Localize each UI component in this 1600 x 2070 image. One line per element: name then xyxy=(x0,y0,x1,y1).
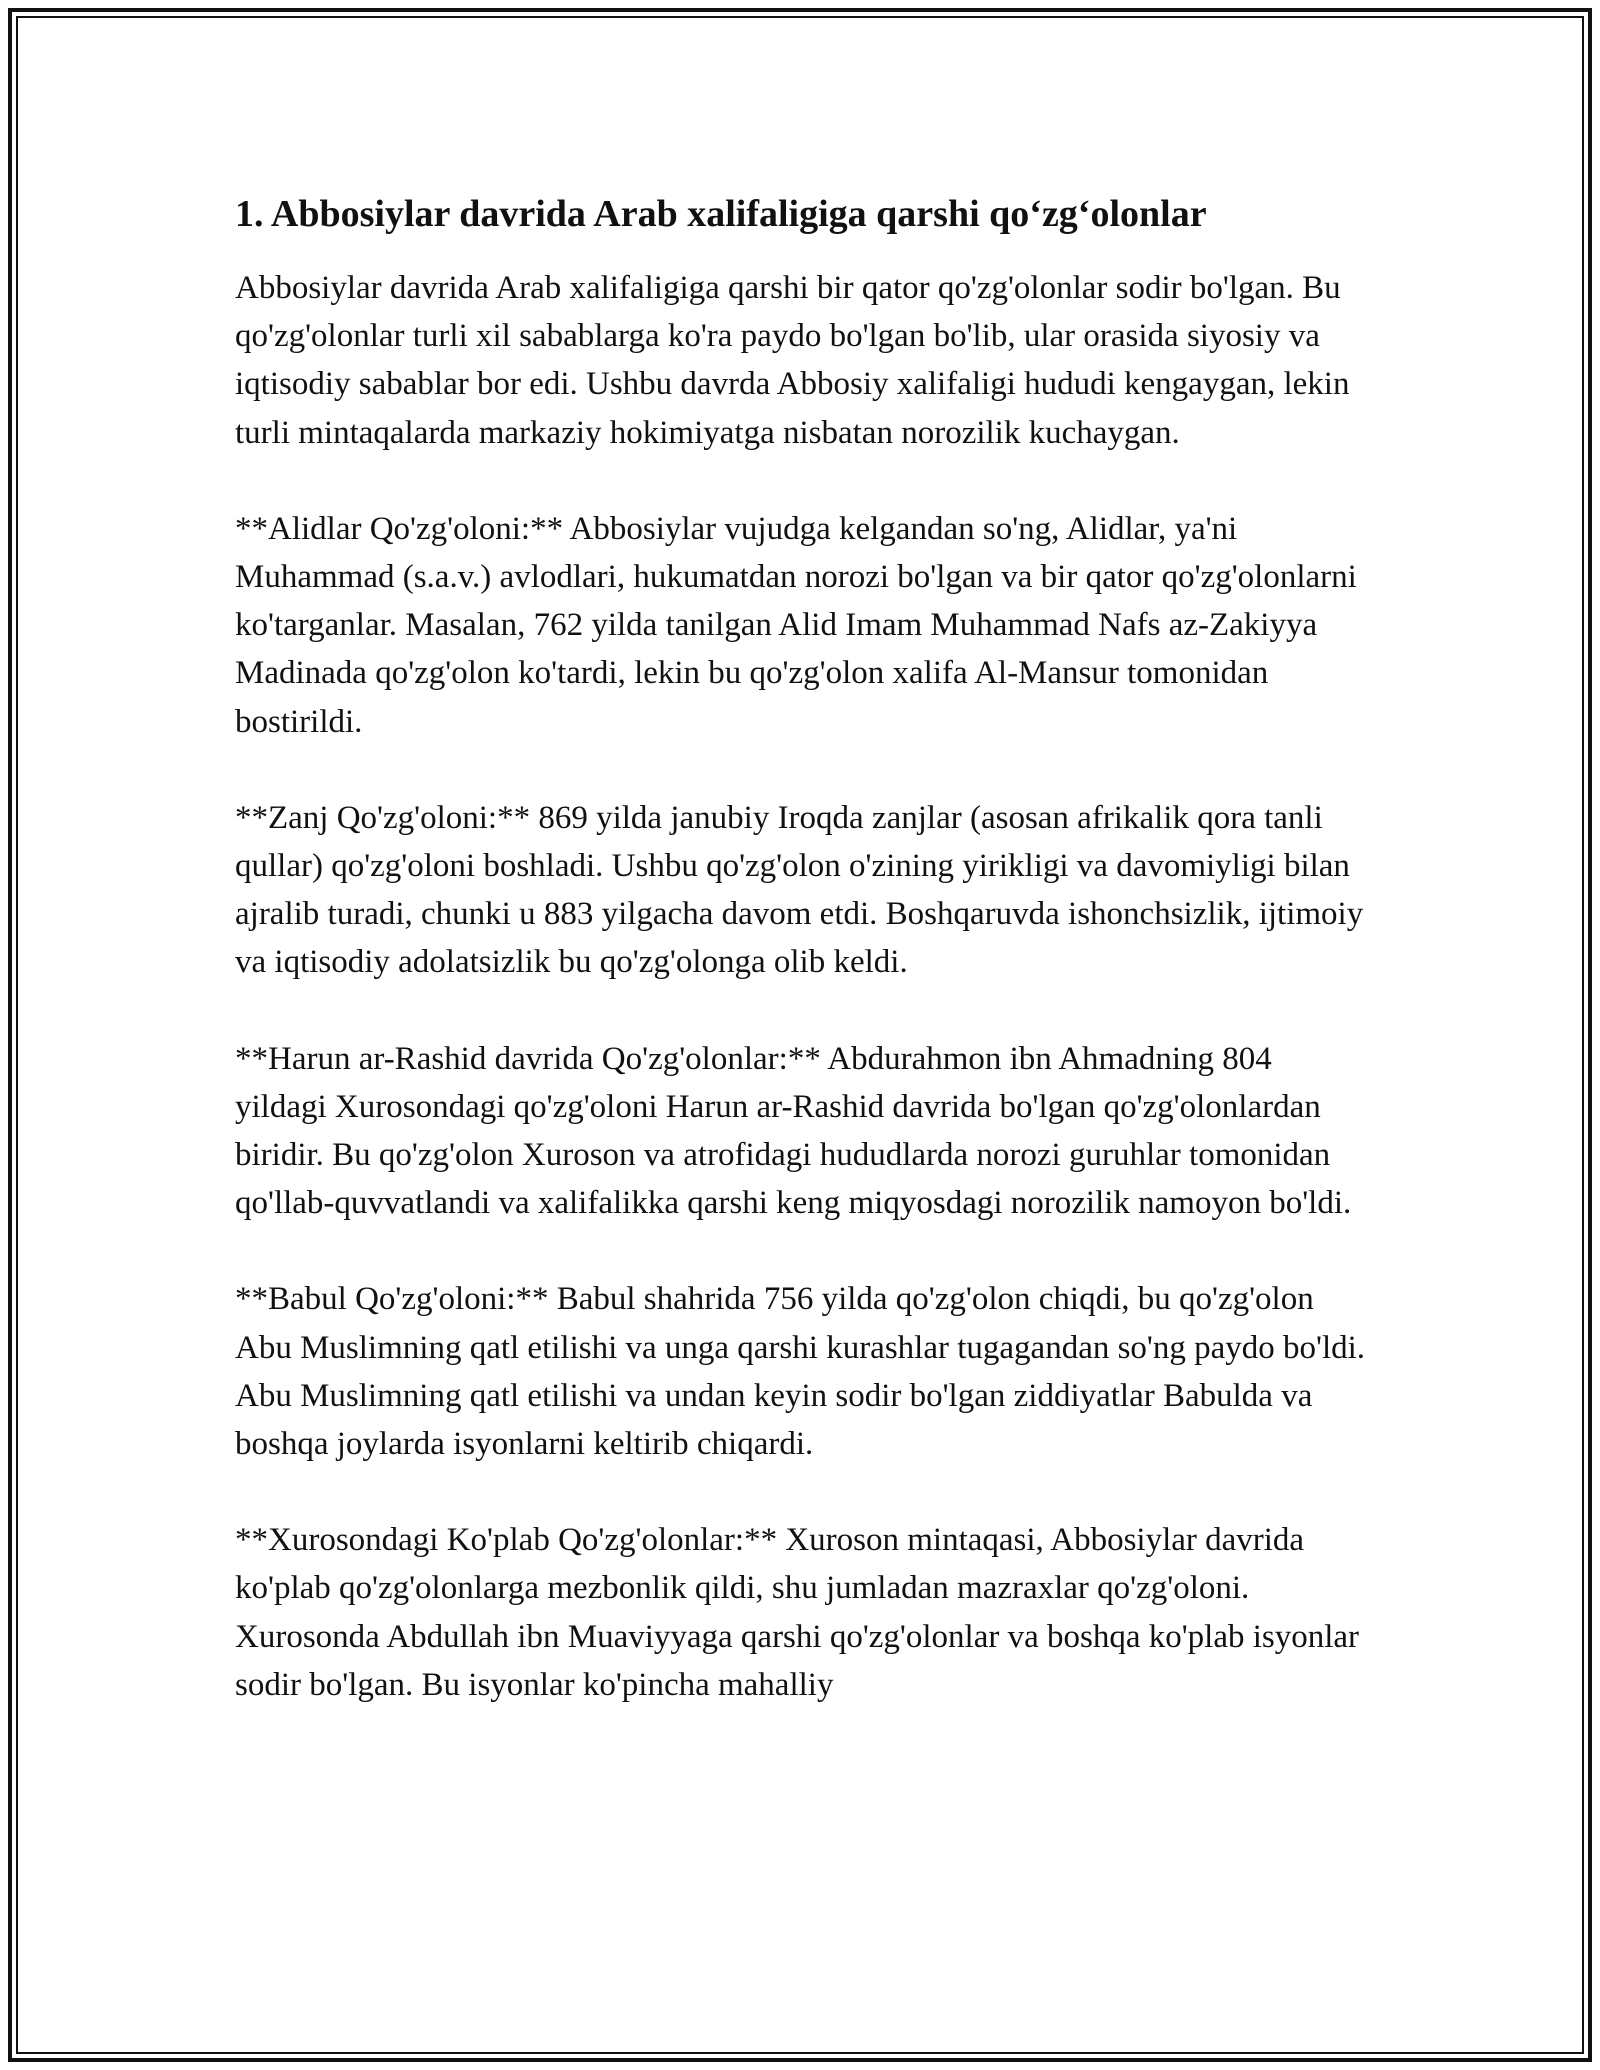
paragraph-harun-ar-rashid: **Harun ar-Rashid davrida Qo'zg'olonlar:** Abdurahmon ibn Ahmadning 804 yildagi Xurosondagi qo'zg'oloni Harun ar-Rashid davrida bo'lgan qo'zg'olonlardan biridir. Bu qo'zg'olon Xuroson va atrofidagi hududlarda norozi guruhlar tomonidan qo'llab-quvvatlandi va xalifalikka qarshi keng miqyosdagi norozilik namoyon bo'ldi. xyxy=(235,1040,1352,1222)
paragraph-xuroson: **Xurosondagi Ko'plab Qo'zg'olonlar:** Xuroson mintaqasi, Abbosiylar davrida ko'plab qo'zg'olonlarga mezbonlik qildi, shu jumladan mazraxlar qo'zg'oloni. Xurosonda Abdullah ibn Muaviyyaga qarshi qo'zg'olonlar va boshqa ko'plab isyonlar sodir bo'lgan. Bu isyonlar ko'pincha mahalliy xyxy=(235,1522,1360,1703)
document-body xyxy=(235,186,1370,1757)
document-title: 1. Abbosiylar davrida Arab xalifaligiga qarshi qo‘zg‘olonlar xyxy=(235,193,1207,235)
paragraph-intro: Abbosiylar davrida Arab xalifaligiga qarshi bir qator qo'zg'olonlar sodir bo'lgan. Bu qo'zg'olonlar turli xil sabablarga ko'ra paydo bo'lgan bo'lib, ular orasida siyosiy va iqtisodiy sabablar bor edi. Ushbu davrda Abbosiy xalifaligi hududi kengaygan, lekin turli mintaqalarda markaziy hokimiyatga nisbatan norozilik kuchaygan. xyxy=(235,270,1350,451)
paragraph-alidlar: **Alidlar Qo'zg'oloni:** Abbosiylar vujudga kelgandan so'ng, Alidlar, ya'ni Muhammad (s.a.v.) avlodlari, hukumatdan norozi bo'lgan va bir qator qo'zg'olonlarni ko'targanlar. Masalan, 762 yilda tanilgan Alid Imam Muhammad Nafs az-Zakiyya Madinada qo'zg'olon ko'tardi, lekin bu qo'zg'olon xalifa Al-Mansur tomonidan bostirildi. xyxy=(235,510,1357,740)
paragraph-zanj: **Zanj Qo'zg'oloni:** 869 yilda janubiy Iroqda zanjlar (asosan afrikalik qora tanli qullar) qo'zg'oloni boshladi. Ushbu qo'zg'olon o'zining yirikligi va davomiyligi bilan ajralib turadi, chunki u 883 yilgacha davom etdi. Boshqaruvda ishonchsizlik, ijtimoiy va iqtisodiy adolatsizlik bu qo'zg'olonga olib keldi. xyxy=(235,799,1364,981)
paragraph-babul: **Babul Qo'zg'oloni:** Babul shahrida 756 yilda qo'zg'olon chiqdi, bu qo'zg'olon Abu Muslimning qatl etilishi va unga qarshi kurashlar tugagandan so'ng paydo bo'ldi. Abu Muslimning qatl etilishi va undan keyin sodir bo'lgan ziddiyatlar Babulda va boshqa joylarda isyonlarni keltirib chiqardi. xyxy=(235,1281,1366,1463)
